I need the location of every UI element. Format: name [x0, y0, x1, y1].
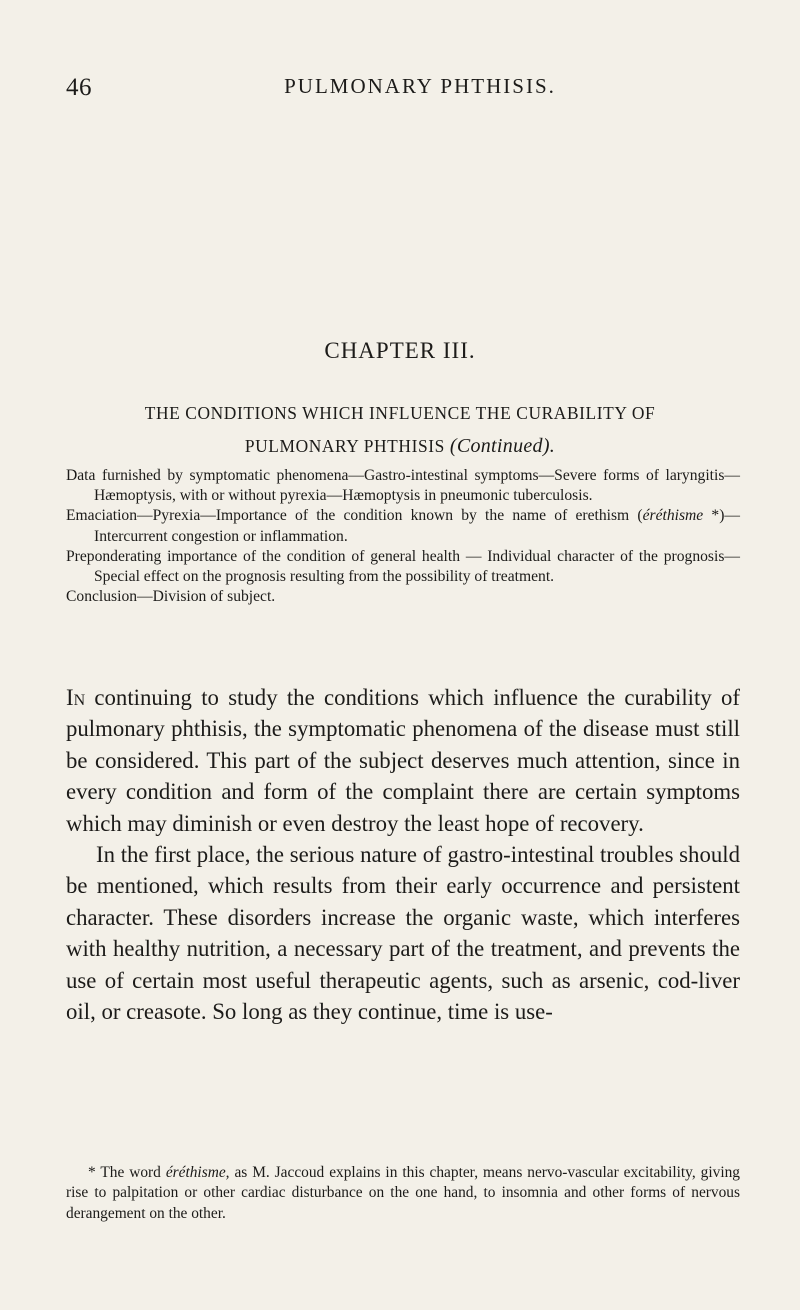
chapter-title-line-1: THE CONDITIONS WHICH INFLUENCE THE CURABILITY OF [144, 403, 656, 423]
chapter-title-line-2 [40, 430, 760, 463]
synopsis-item: Preponderating importance of the condition of general health — Individual character of the prognosis—Special effect on the prognosis resulting from the possibility of treatment. [66, 547, 740, 586]
body-paragraph: In the first place, the serious nature of gastro-intestinal troubles should be mentioned, which results from their early occurrence and persistent character. These disorders increase the organic waste, which interferes with healthy nutrition, a necessary part of the treatment, and prevents the use of certain most useful therapeutic agents, such as arsenic, cod-liver oil, or creasote. So long as they continue, time is use- [66, 842, 740, 1025]
footnote-text [66, 1163, 740, 1224]
chapter-synopsis [66, 466, 740, 607]
footnote-italic-term: éréthisme, [165, 1164, 230, 1181]
running-title: PULMONARY PHTHISIS. [284, 74, 556, 98]
paragraph-lead-word: In [66, 685, 86, 710]
synopsis-item [66, 506, 740, 546]
synopsis-text: *)—Intercurrent congestion or inflammation. [94, 507, 741, 545]
synopsis-item: Data furnished by symptomatic phenomena—Gastro-intestinal symptoms—Severe forms of laryngitis—Hæmoptysis, with or without pyrexia—Hæmoptysis in pneumonic tuberculosis. [66, 467, 740, 505]
page-number: 46 [66, 74, 92, 101]
footnote-body: as M. Jaccoud explains in this chapter, means nervo-vascular excitability, giving rise to palpitation or other cardiac disturbance on the one hand, to insomnia and other forms of nervous derangement on the other. [66, 1164, 740, 1222]
chapter-title-continued: (Continued). [449, 435, 556, 457]
paragraph-text: continuing to study the conditions which influence the curability of pulmonary phthisis, the symptomatic phenomena of the disease must still be considered. This part of the subject deserves much attention, since in every condition and form of the complaint there are certain symptoms which may diminish or even destroy the least hope of recovery. [66, 685, 740, 836]
body-paragraph [66, 682, 740, 839]
synopsis-italic-term: éréthisme [642, 507, 704, 525]
running-head [66, 74, 734, 106]
body-text [66, 682, 740, 1027]
synopsis-text: Emaciation—Pyrexia—Importance of the condition known by the name of erethism ( [66, 507, 643, 525]
footnote [66, 1163, 740, 1224]
chapter-title [40, 397, 760, 463]
footnote-marker-text: * The word [88, 1164, 166, 1181]
synopsis-item: Conclusion—Division of subject. [66, 588, 276, 606]
chapter-title-subject: PULMONARY PHTHISIS [244, 436, 445, 456]
chapter-heading: CHAPTER III. [324, 338, 476, 363]
